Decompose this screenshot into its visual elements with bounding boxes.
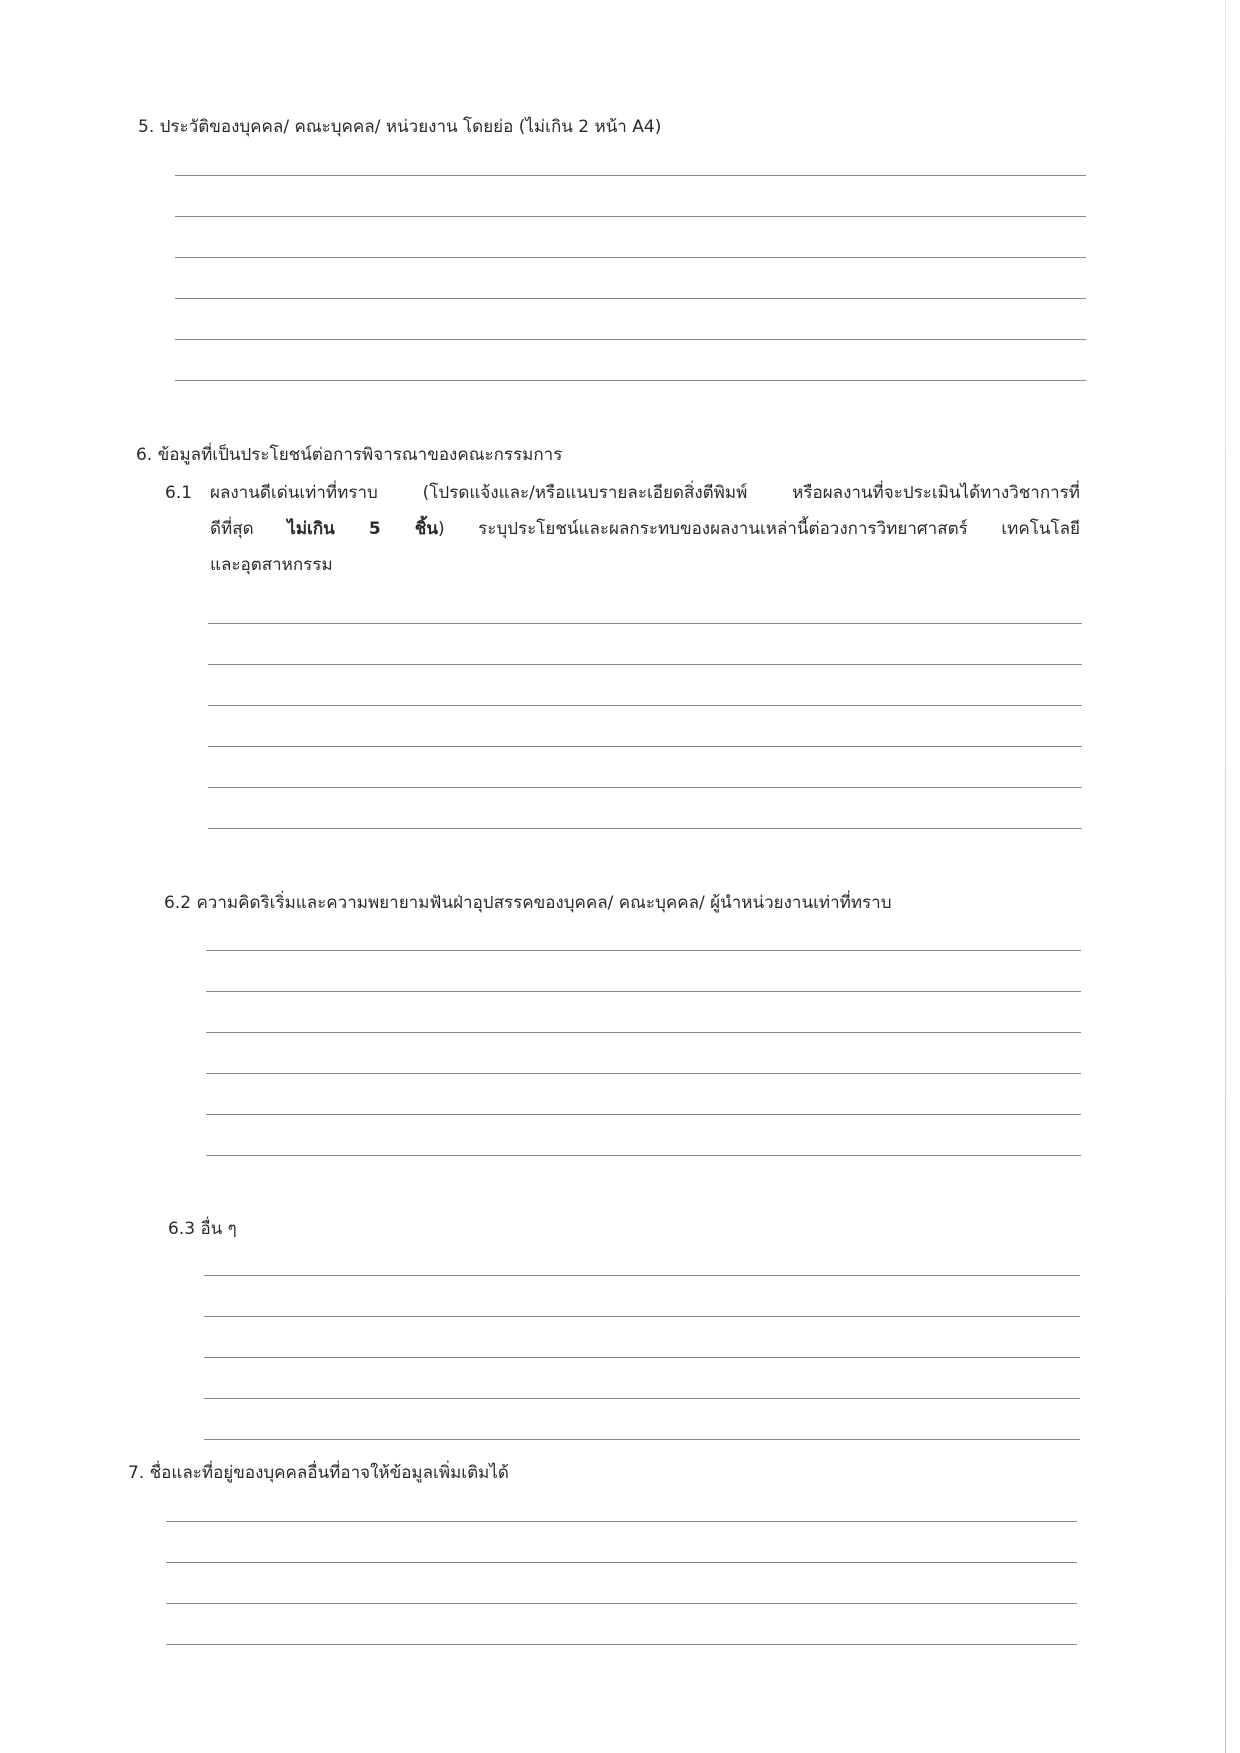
answer-line[interactable] <box>206 991 1081 992</box>
answer-line[interactable] <box>206 1032 1081 1033</box>
answer-line[interactable] <box>166 1603 1077 1604</box>
answer-line[interactable] <box>208 705 1082 706</box>
answer-line[interactable] <box>166 1562 1077 1563</box>
section-6-1-line-1: ผลงานดีเด่นเท่าที่ทราบ (โปรดแจ้งและ/หรือแนบรายละเอียดสิ่งตีพิมพ์ หรือผลงานที่จะประเมินได้ทางวิชาการที่ <box>210 483 1080 503</box>
answer-line[interactable] <box>175 380 1086 381</box>
section-6-title: 6. ข้อมูลที่เป็นประโยชน์ต่อการพิจารณาของคณะกรรมการ <box>136 445 563 465</box>
answer-line[interactable] <box>206 950 1081 951</box>
section-6-3-title: 6.3 อื่น ๆ <box>168 1219 237 1239</box>
answer-line[interactable] <box>204 1398 1080 1399</box>
answer-line[interactable] <box>175 175 1086 176</box>
section-6-1-number: 6.1 <box>165 483 193 503</box>
answer-line[interactable] <box>175 339 1086 340</box>
answer-line[interactable] <box>175 298 1086 299</box>
section-7-title: 7. ชื่อและที่อยู่ของบุคคลอื่นที่อาจให้ข้อมูลเพิ่มเติมได้ <box>128 1463 509 1483</box>
answer-line[interactable] <box>175 257 1086 258</box>
answer-line[interactable] <box>175 216 1086 217</box>
answer-line[interactable] <box>206 1073 1081 1074</box>
answer-line[interactable] <box>206 1114 1081 1115</box>
answer-line[interactable] <box>166 1644 1077 1645</box>
answer-line[interactable] <box>208 828 1082 829</box>
section-6-2-title: 6.2 ความคิดริเริ่มและความพยายามฟันฝ่าอุปสรรคของบุคคล/ คณะบุคคล/ ผู้นำหน่วยงานเท่าที่ทราบ <box>164 893 892 913</box>
answer-line[interactable] <box>208 664 1082 665</box>
answer-line[interactable] <box>208 623 1082 624</box>
answer-line[interactable] <box>204 1357 1080 1358</box>
answer-line[interactable] <box>204 1316 1080 1317</box>
section-6-1-limit: ไม่เกิน 5 ชิ้น <box>287 519 438 539</box>
answer-line[interactable] <box>208 746 1082 747</box>
section-6-1-line-3: และอุตสาหกรรม <box>210 555 333 575</box>
page-edge <box>1225 0 1226 1753</box>
answer-line[interactable] <box>208 787 1082 788</box>
answer-line[interactable] <box>206 1155 1081 1156</box>
answer-line[interactable] <box>204 1439 1080 1440</box>
section-6-1-line-2: ดีที่สุด ไม่เกิน 5 ชิ้น) ระบุประโยชน์และผลกระทบของผลงานเหล่านี้ต่อวงการวิทยาศาสตร์ เทคโนโลยี <box>210 519 1080 539</box>
answer-line[interactable] <box>204 1275 1080 1276</box>
section-5-title: 5. ประวัติของบุคคล/ คณะบุคคล/ หน่วยงาน โดยย่อ (ไม่เกิน 2 หน้า A4) <box>138 117 662 137</box>
answer-line[interactable] <box>166 1521 1077 1522</box>
section-6-1-text <box>210 475 1080 583</box>
